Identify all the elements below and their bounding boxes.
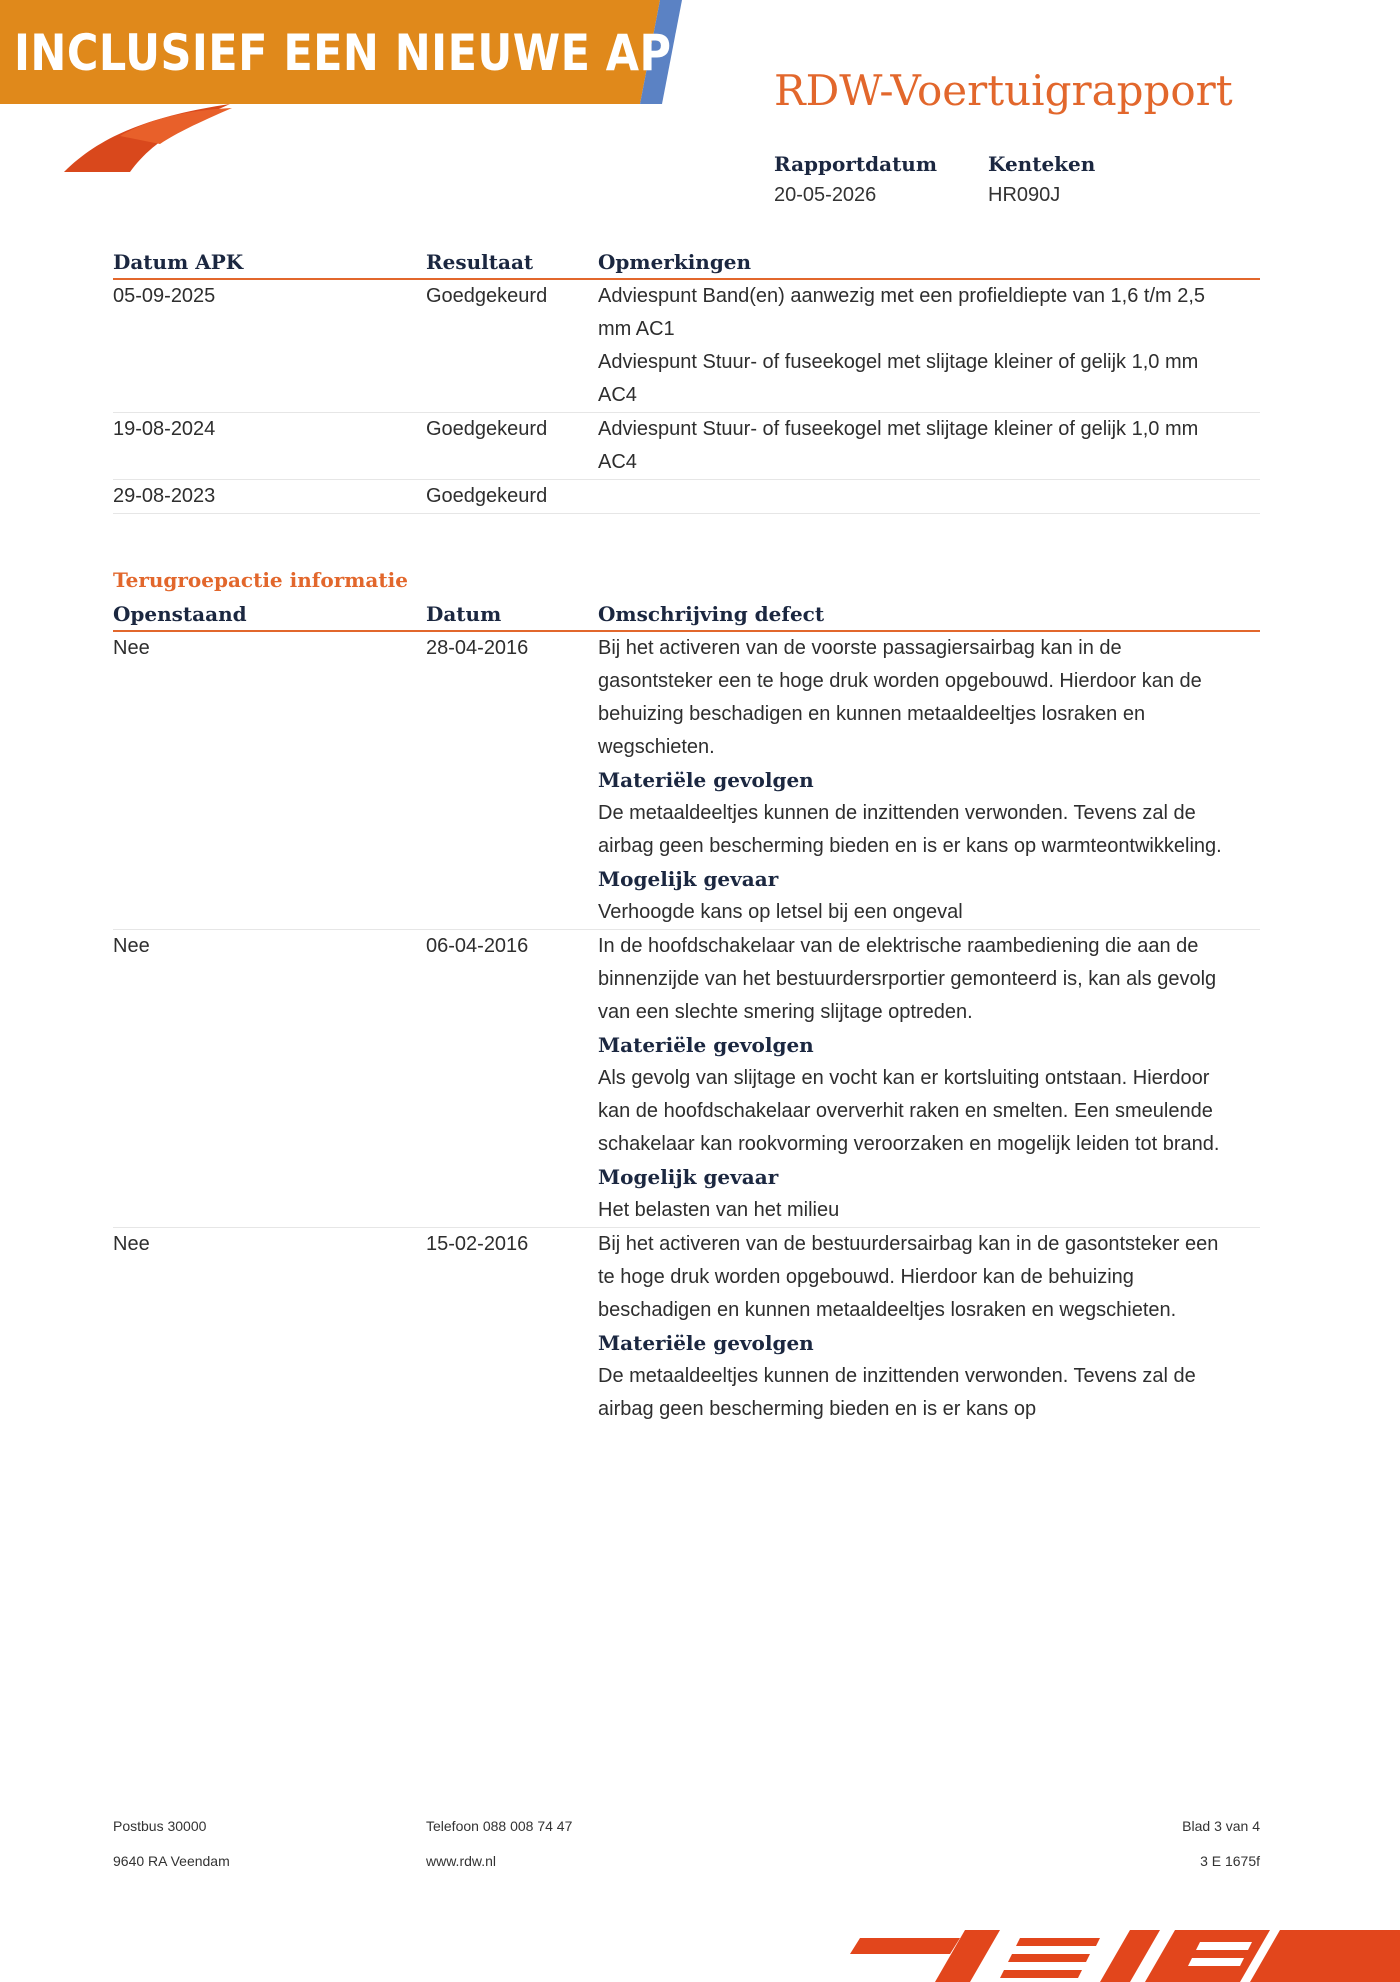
recall-table-header (113, 600, 1260, 632)
footer-postbus: Postbus 30000 (113, 1818, 207, 1834)
kenteken-label: Kenteken (988, 152, 1096, 176)
report-title: RDW-Voertuigrapport (774, 66, 1233, 115)
recall-gevolgen: Als gevolg van slijtage en vocht kan er kortsluiting ontstaan. Hierdoor kan de hoofdschakelaar oververhit raken en smelten. Een smeulende schakelaar kan rookvorming veroorzaken en mogelijk leiden tot brand. (598, 1067, 1220, 1155)
recall-omschrijving: Bij het activeren van de voorste passagiersairbag kan in de gasontsteker een te hoge druk worden opgebouwd. Hierdoor kan de behuizing beschadigen en kunnen metaaldeeltjes losraken en wegschieten. (598, 637, 1202, 758)
recall-openstaand: Nee (113, 935, 150, 957)
gevaar-label: Mogelijk gevaar (598, 867, 779, 891)
apk-resultaat: Goedgekeurd (426, 285, 548, 307)
recall-openstaand: Nee (113, 1233, 150, 1255)
promo-banner (0, 0, 706, 104)
recall-gevolgen: De metaaldeeltjes kunnen de inzittenden verwonden. Tevens zal de airbag geen bescherming bieden en is er kans op warmteontwikkeling. (598, 802, 1222, 857)
table-row (113, 280, 1260, 413)
rapportdatum-label: Rapportdatum (774, 152, 938, 176)
table-row (113, 413, 1260, 480)
header-omschrijving: Omschrijving defect (598, 602, 825, 626)
recall-gevolgen: De metaaldeeltjes kunnen de inzittenden verwonden. Tevens zal de airbag geen bescherming bieden en is er kans op (598, 1365, 1196, 1420)
recall-table (113, 600, 1260, 1426)
header-datum-apk: Datum APK (113, 250, 244, 274)
apk-opmerking: Adviespunt Stuur- of fuseekogel met slijtage kleiner of gelijk 1,0 mm AC4 (598, 351, 1199, 406)
gevaar-label: Mogelijk gevaar (598, 1165, 779, 1189)
recall-datum: 15-02-2016 (426, 1233, 529, 1255)
footer-blad: Blad 3 van 4 (1182, 1818, 1260, 1834)
recall-section-title: Terugroepactie informatie (113, 568, 408, 592)
header-opmerkingen: Opmerkingen (598, 250, 752, 274)
apk-opmerking: Adviespunt Stuur- of fuseekogel met slijtage kleiner of gelijk 1,0 mm AC4 (598, 418, 1199, 473)
apk-datum: 05-09-2025 (113, 285, 216, 307)
apk-opmerking: Adviespunt Band(en) aanwezig met een profieldiepte van 1,6 t/m 2,5 mm AC1 (598, 285, 1206, 340)
recall-datum: 28-04-2016 (426, 637, 529, 659)
footer-adres: 9640 RA Veendam (113, 1853, 230, 1869)
apk-table-header (113, 248, 1260, 280)
recall-datum: 06-04-2016 (426, 935, 529, 957)
recall-gevaar: Verhoogde kans op letsel bij een ongeval (598, 901, 963, 923)
footer-telefoon: Telefoon 088 008 74 47 (426, 1818, 573, 1834)
apk-resultaat: Goedgekeurd (426, 418, 548, 440)
gevolgen-label: Materiële gevolgen (598, 1331, 814, 1355)
table-row (113, 632, 1260, 930)
gevolgen-label: Materiële gevolgen (598, 1033, 814, 1057)
rapportdatum-value: 20-05-2026 (774, 184, 877, 206)
apk-table (113, 248, 1260, 514)
table-row (113, 930, 1260, 1228)
apk-resultaat: Goedgekeurd (426, 485, 548, 507)
recall-openstaand: Nee (113, 637, 150, 659)
recall-omschrijving: Bij het activeren van de bestuurdersairbag kan in de gasontsteker een te hoge druk worden opgebouwd. Hierdoor kan de behuizing beschadigen en kunnen metaaldeeltjes losraken en wegschieten. (598, 1233, 1219, 1321)
banner-text: INCLUSIEF EEN NIEUWE APK (14, 24, 706, 82)
gevolgen-label: Materiële gevolgen (598, 768, 814, 792)
footer-website[interactable]: www.rdw.nl (426, 1853, 497, 1869)
header-datum: Datum (426, 602, 502, 626)
decorative-stripes-icon (800, 1924, 1400, 1982)
table-row (113, 480, 1260, 514)
apk-datum: 19-08-2024 (113, 418, 216, 440)
apk-datum: 29-08-2023 (113, 485, 216, 507)
kenteken-value: HR090J (988, 184, 1061, 206)
footer-code: 3 E 1675f (1200, 1853, 1260, 1869)
recall-gevaar: Het belasten van het milieu (598, 1199, 840, 1221)
recall-omschrijving: In de hoofdschakelaar van de elektrische raambediening die aan de binnenzijde van het bestuurdersrportier gemonteerd is, kan als gevolg van een slechte smering slijtage optreden. (598, 935, 1217, 1023)
header-openstaand: Openstaand (113, 602, 247, 626)
header-resultaat: Resultaat (426, 250, 534, 274)
rdw-logo-icon (60, 96, 240, 176)
table-row (113, 1228, 1260, 1426)
